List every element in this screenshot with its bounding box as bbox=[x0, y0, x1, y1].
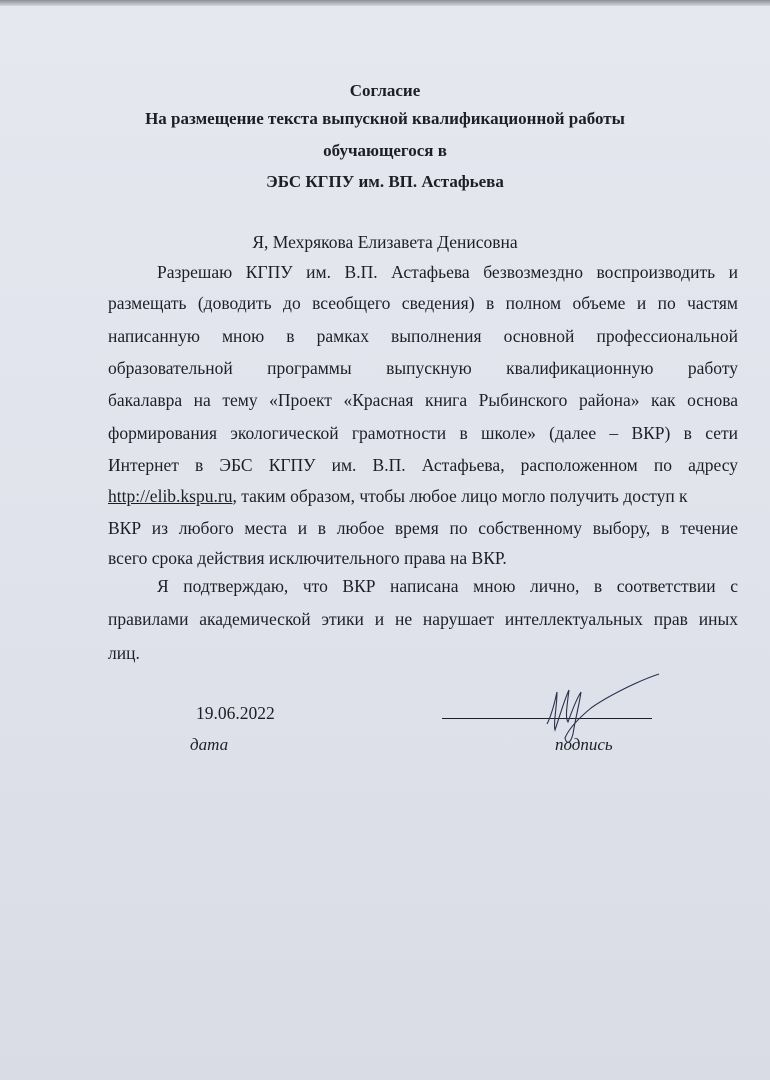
signature-label: подпись bbox=[555, 735, 613, 754]
doc-subtitle-3: ЭБС КГПУ им. ВП. Астафьева bbox=[266, 172, 504, 191]
paragraph2-line: Я подтверждаю, что ВКР написана мною лично, в соответствии с bbox=[157, 576, 738, 596]
elib-link[interactable]: http://elib.kspu.ru bbox=[108, 486, 233, 506]
paragraph1-line: бакалавра на тему «Проект «Красная книга Рыбинского района» как основа bbox=[108, 390, 738, 410]
paragraph1-line: Интернет в ЭБС КГПУ им. В.П. Астафьева, расположенном по адресу bbox=[108, 455, 738, 475]
doc-subtitle-1: На размещение текста выпускной квалификационной работы bbox=[145, 109, 625, 128]
paragraph2-line: лиц. bbox=[108, 643, 140, 663]
doc-subtitle-2: обучающегося в bbox=[323, 141, 447, 160]
page-edge-shadow bbox=[0, 0, 770, 6]
doc-title: Согласие bbox=[349, 81, 421, 100]
paragraph1-line: образовательной программы выпускную квалификационную работу bbox=[108, 358, 738, 378]
paragraph1-line: формирования экологической грамотности в школе» (далее – ВКР) в сети bbox=[108, 423, 738, 443]
paragraph1-link-line bbox=[108, 486, 738, 507]
date-value: 19.06.2022 bbox=[196, 703, 275, 723]
date-label: дата bbox=[190, 735, 229, 754]
declarant-name: Я, Мехрякова Елизавета Денисовна bbox=[252, 232, 518, 252]
paragraph1-line: размещать (доводить до всеобщего сведения) в полном объеме и по частям bbox=[108, 293, 738, 313]
paragraph1-line: написанную мною в рамках выполнения основной профессиональной bbox=[108, 326, 738, 346]
paragraph1-line: ВКР из любого места и в любое время по собственному выбору, в течение bbox=[108, 518, 738, 538]
link-line-text: , таким образом, чтобы любое лицо могло получить доступ к bbox=[232, 486, 688, 506]
paragraph2-line: правилами академической этики и не нарушает интеллектуальных прав иных bbox=[108, 609, 738, 629]
paragraph1-line: всего срока действия исключительного права на ВКР. bbox=[108, 548, 507, 568]
paragraph1-line: Разрешаю КГПУ им. В.П. Астафьева безвозмездно воспроизводить и bbox=[157, 262, 738, 282]
